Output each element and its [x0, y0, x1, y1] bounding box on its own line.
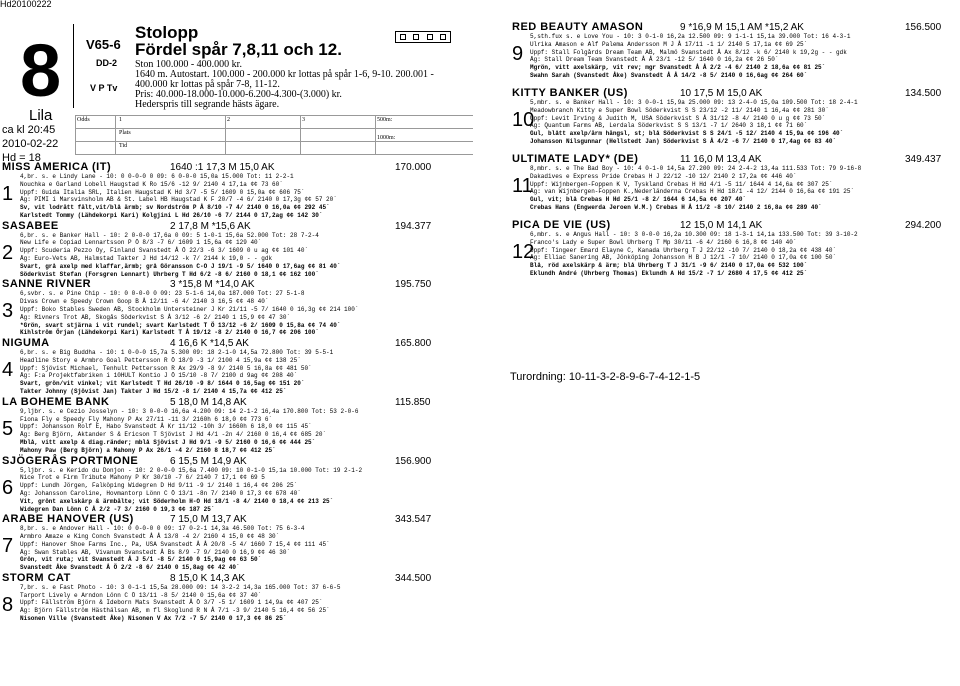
horse-line: 6,mbr. s. e Angus Hall - 10: 3 0-0-0 16,2a 10.300 09: 18 1-3-1 14,1a 133.500 Tot: 39 3-10-2	[530, 231, 858, 238]
horse-line: Äg: Swan Stables AB, Vivanum Svanstedt Å Bs 8/9 -7 9/ 2140 0 16,9 ¢¢ 46 30´	[20, 548, 291, 556]
vptv-label: V P Tv	[90, 83, 118, 93]
dd-label: DD-2	[96, 58, 118, 68]
horse-line: Uppf: Stall Folgårds Dream Team AB, Malmö Svanstedt Å Ax 8/12 -k 6/ 2140 k 19,2g - - gdk	[530, 48, 847, 56]
horse-line: Äg: Berg Björn, Aktander S & Ericson T Sjövist J Hd 4/1 -2n 4/ 2160 0 16,4 ¢¢ 685 20´	[20, 431, 327, 439]
info-line: Hederspris till segrande hästs ägare.	[135, 99, 280, 110]
horse-line: Swahn Sarah (Svanstedt Åke) Svanstedt Å Å 14/2 -8 5/ 2140 0 16,6ag ¢¢ 264 60´	[530, 72, 808, 79]
horse-line: Söderkvist Stefan (Forsgren Lennart) Uhrberg T Hd 6/2 -8 6/ 2160 0 18,1 ¢¢ 162 100´	[20, 270, 319, 278]
horse-earnings: 156.500	[905, 22, 942, 33]
horse-line: Vit, grönt axelskärp & ärmbälte; vit Söderholm H-O Hd 18/1 -8 4/ 2140 0 18,4 ¢¢ 213 25´	[20, 497, 334, 505]
horse-name: MISS AMERICA (IT)	[2, 161, 112, 173]
horse-line: Divas Crown e Speedy Crown Goop B Å 12/11 -6 4/ 2140 3 16,5 ¢¢ 48 40´	[20, 298, 269, 306]
horse-line: Svanstedt Åke Svanstedt Å Ö 2/2 -8 6/ 2140 0 15,8ag ¢¢ 42 40´	[20, 564, 240, 572]
horse-name: SASABEE	[2, 219, 59, 232]
horse-name: ULTIMATE LADY* (DE)	[512, 153, 639, 165]
info-line: 1640 m. Autostart. 100.000 - 200.000 kr lottas på spår 1-6, 9-10. 200.001 -	[135, 69, 434, 80]
horse-line: Nice Trot e Firm Tribute Mahony P Kr 30/10 -7 6/ 2140 7 17,1 ¢¢ 69 5	[20, 474, 265, 482]
horse-line: Uppf: Tingeer Emard Elayne C, Kanada Uhrberg T J 22/12 -10 7/ 2140 0 18,2a ¢¢ 438 40´	[530, 246, 837, 254]
horse-line: Äg: Johansson Caroline, Hovmantorp Lönn C Ö 13/1 -8n 7/ 2140 0 17,3 ¢¢ 678 40´	[20, 489, 301, 497]
horse-line: 6,svbr. s. e Pine Chip - 10: 0 0-0-0 0 09: 23 5-1-6 14,0a 187.000 Tot: 27 5-1-8	[20, 290, 305, 298]
horse-stats: 1640 :1 17,3 M 15,0 AK	[170, 162, 275, 173]
horse-line: Blå, röd axelskärp & ärm; blå Uhrberg T J 31/1 -9 6/ 2140 0 17,0a ¢¢ 532 100´	[530, 262, 808, 270]
horse-line: Uppf: Wijnbergen-Foppen K V, Tyskland Crebas H Hd 4/1 -5 11/ 1644 4 14,6a ¢¢ 307 25´	[530, 180, 833, 188]
horse-line: Gul, blått axelp/ärm hängsl, st; blå Söderkvist S S 24/1 -5 12/ 2140 4 15,9a ¢¢ 196 40´	[530, 130, 844, 138]
horse-name: SANNE RIVNER	[2, 278, 92, 291]
horse-line: Eklundh André (Uhrberg Thomas) Eklundh A Hd 15/2 -7 1/ 2680 4 17,5 ¢¢ 412 25´	[530, 270, 808, 277]
horse-line: Äg: van Wijnbergen-Foppen K.,Nederländerna Crebas H Hd 18/1 -4 12/ 2144 0 16,6a ¢¢ 191 25´	[530, 188, 855, 196]
horse-stats: 12 15,0 M 14,1 AK	[680, 220, 763, 231]
horse-line: Äg: Stall Dream Team Svanstedt Å Å 23/1 -12 5/ 1640 0 16,2a ¢¢ 26 50´	[530, 56, 779, 64]
horse-name: NIGUMA	[2, 337, 50, 350]
start-number: 11	[512, 175, 533, 197]
horse-stats: 4 16,6 K *14,5 AK	[170, 338, 249, 350]
horse-line: 8,br. s. e Andover Hall - 10: 0 0-0-0 0 09: 17 0-2-1 14,3a 46.500 Tot: 75 6-3-4	[20, 525, 305, 533]
info-line: Ston 100.000 - 400.000 kr.	[135, 59, 242, 70]
horse-line: Kihlström Örjan (Lähdekorpi Kari) Karlstedt T Å 19/12 -8 2/ 2140 0 16,7 ¢¢ 206 100´	[20, 329, 319, 337]
horse-line: Äg: PIMI i Marsvinsholm AB & St. Label HB Haugstad K F 20/7 -4 6/ 2140 0 17,3g ¢¢ 57 20´	[20, 196, 337, 204]
track-logo-icon	[395, 31, 451, 43]
horse-name: KITTY BANKER (US)	[512, 87, 628, 99]
horse-line: Äg: F:a Projektfabriken i 10HULT Kontio J Ö 15/10 -8 7/ 2100 d 9ag ¢¢ 208 40´	[20, 372, 298, 380]
horse-stats: 11 16,0 M 13,4 AK	[680, 154, 762, 165]
race-title: Stolopp	[135, 23, 199, 42]
horse-line: Crebas Hans (Engwerda Jeroen W.M.) Crebas H Å 11/2 -8 10/ 2140 2 16,8a ¢¢ 289 40´	[530, 204, 822, 211]
horse-line: Mgrön, vitt axelskärp, vit rev; mgr Svanstedt Å Å 2/2 -4 6/ 2140 2 18,6a ¢¢ 81 25´	[530, 64, 826, 72]
horse-name: STORM CAT	[2, 571, 71, 584]
horse-earnings: 194.377	[395, 220, 432, 232]
horse-line: Uppf: Guida Italia SRL, Italien Haugstad K Hd 3/7 -5 5/ 1609 0 15,0a ¢¢ 606 75´	[20, 188, 305, 196]
horse-line: Dakadives e Express Pride Crebas H J 22/12 -10 12/ 2140 2 17,2a ¢¢ 446 40´	[530, 172, 797, 180]
horse-name: ARABE HANOVER (US)	[2, 513, 134, 526]
race-subtitle: Fördel spår 7,8,11 och 12.	[135, 40, 342, 59]
horse-earnings: 195.750	[395, 279, 432, 291]
horse-line: Sv, vit lodrätt fält,vit/blå ärmb; sv Nordström P Å 8/10 -7 4/ 2140 0 16,0a ¢¢ 292 45´	[20, 204, 330, 212]
race-number: 8	[20, 29, 62, 112]
horse-earnings: 134.500	[905, 88, 942, 99]
start-number: 3	[2, 300, 14, 323]
horse-earnings: 165.800	[395, 338, 432, 350]
horse-line: Äg: Rivners Trot AB, Skogås Söderkvist S Å 3/12 -6 2/ 2140 1 15,9 ¢¢ 47 30´	[20, 313, 291, 321]
horse-stats: 5 18,0 M 14,8 AK	[170, 396, 247, 408]
game-type: V65-6	[86, 37, 121, 52]
start-number: 2	[2, 241, 14, 264]
horse-line: Uppf: Lundh Jörgen, Falköping Widegren D Hd 9/11 -9 1/ 2140 1 16,4 ¢¢ 206 25´	[20, 482, 298, 490]
horse-line: Meadowbranch Kitty e Super Bowl Söderkvist S S 23/12 -2 11/ 2140 1 16,4a ¢¢ 281 30´	[530, 106, 829, 114]
horse-line: Ulrika Amason e Alf Palema Andersson M J Å 17/11 -1 1/ 2140 5 17,1a ¢¢ 69 25´	[530, 40, 808, 48]
horse-line: Uppf: Boko Stables Sweden AB, Stockholm Untersteiner J Kr 21/11 -5 7/ 1640 0 16,3g ¢¢ 214 100´	[20, 305, 359, 313]
horse-line: Äg: Euro-Vets AB, Halmstad Takter J Hd 14/12 -k 7/ 2144 k 19,0 - - gdk	[20, 255, 273, 263]
horse-line: Svart, grön/vit vinkel; vit Karlstedt T Hd 26/10 -9 8/ 1644 0 16,5ag ¢¢ 151 20´	[20, 380, 305, 388]
horse-name: PICA DE VIE (US)	[512, 219, 611, 231]
horse-line: Svart, grå axelp med klaffar,ärmb; grå Göransson C-O J 19/1 -9 5/ 1640 0 17,6ag ¢¢ 81 40´	[20, 262, 341, 270]
info-line: Pris: 40.000-18.000-10.000-6.200-4.300-(3.000) kr.	[135, 89, 342, 100]
horse-line: Äg: Elliac Sanering AB, Jönköping Johansson H B J 12/1 -7 10/ 2140 0 17,0a ¢¢ 100 50´	[530, 254, 837, 262]
info-line: 400.000 kr lottas på spår 7-8, 11-12.	[135, 79, 280, 90]
horse-earnings: 343.547	[395, 514, 432, 526]
horse-line: Tarport Lively e Arndon Lönn C Ö 13/11 -8 5/ 2140 0 15,6a ¢¢ 37 40´	[20, 591, 262, 599]
horse-line: Uppf: Scuderia Pezzo Oy, Finland Svanstedt Å Ö 22/3 -6 3/ 1609 0 u ag ¢¢ 101 40´	[20, 247, 309, 255]
horse-name: RED BEAUTY AMASON	[512, 21, 644, 33]
race-color: Lila	[29, 107, 53, 124]
horse-line: Uppf: Levit Irving & Judith M, USA Söderkvist S Å 31/12 -8 4/ 2140 0 u g ¢¢ 73 50´	[530, 114, 826, 122]
horse-line: 5,sth.fux s. e Love You - 10: 3 0-1-0 16,2a 12.500 09: 9 1-1-1 15,1a 39.000 Tot: 16 4-3-1	[530, 33, 851, 40]
horse-earnings: 294.200	[905, 220, 942, 231]
horse-line: Karlstedt Tommy (Lähdekorpi Kari) Kolgjini L Hd 26/10 -6 7/ 2144 0 17,2ag ¢¢ 142 30´	[20, 212, 323, 219]
horse-stats: 10 17,5 M 15,0 AK	[680, 88, 763, 99]
horse-name: LA BOHEME BANK	[2, 395, 110, 408]
horse-stats: 2 17,8 M *15,6 AK	[170, 220, 251, 232]
horse-line: 8,mbr. s. e The Bad Boy - 10: 4 0-1-0 14,5a 27.200 09: 24 2-4-2 13,4a 111.533 Tot: 79 9-16-8	[530, 165, 862, 172]
horse-line: 6,br. s. e Big Buddha - 10: 1 0-0-0 15,7a 5.300 09: 18 2-1-0 14,5a 72.800 Tot: 39 5-5-1	[20, 349, 334, 357]
horse-line: Mblå, vitt axelp & diag.ränder; mblå Sjövist J Hd 9/1 -9 5/ 2160 0 16,6 ¢¢ 444 25´	[20, 438, 316, 446]
horse-line: *Grön, svart stjärna i vit rundel; svart Karlstedt T Ö 13/12 -6 2/ 1609 0 15,8a ¢¢ 74 40´	[20, 321, 341, 329]
horse-line: Fiona Fly e Speedy Fly Mahony P Ax 27/11 -11 3/ 2160h 6 18,0 ¢¢ 773 6´	[20, 415, 273, 423]
horse-line: New Life e Copiad Lennartsson P Ö 8/3 -7 6/ 1609 1 15,6a ¢¢ 129 40´	[20, 239, 262, 247]
horse-line: Grön, vit ruta; vit Svanstedt Å J 5/1 -8 5/ 2140 0 15,9ag ¢¢ 63 50´	[20, 556, 262, 564]
horse-earnings: 156.900	[395, 455, 432, 467]
horse-line: Nouchka e Garland Lobell Haugstad K Ro 15/6 -12 9/ 2140 4 17,1a ¢¢ 73 60´	[20, 180, 283, 188]
horse-line: 5,mbr. s. e Banker Hall - 10: 3 0-0-1 15,9a 25.000 09: 13 2-4-0 15,0a 109.500 Tot: 18 2-4-1	[530, 99, 858, 106]
start-order: Turordning: 10-11-3-2-8-9-6-7-4-12-1-5	[510, 371, 701, 383]
start-number: 9	[512, 43, 524, 65]
horse-line: Gul, vit; blå Crebas H Hd 25/1 -8 2/ 1644 6 14,5a ¢¢ 207 40´	[530, 196, 747, 204]
horse-line: Uppf: Fällström Björn & Ideborn Mats Svanstedt Å Ö 3/7 -5 1/ 1609 1 14,9a ¢¢ 407 25´	[20, 599, 323, 607]
horse-stats: 7 15,0 M 13,7 AK	[170, 514, 247, 526]
horse-line: Uppf: Sjövist Michael, Tenhult Pettersson R Ax 29/9 -8 9/ 2140 5 16,8a ¢¢ 481 50´	[20, 364, 312, 372]
start-number: 10	[512, 109, 535, 131]
horse-line: 5,ljbr. s. e Kerido du Donjon - 10: 2 0-0-0 15,6a 7.400 09: 10 0-1-0 15,1a 10.000 Tot: 19 2-1-2	[20, 466, 363, 474]
horse-stats: 6 15,5 M 14,9 AK	[170, 455, 247, 467]
horse-line: Nisonen Ville (Svanstedt Åke) Nisonen V Ax 7/2 -7 5/ 2140 0 17,3 ¢¢ 86 25´	[20, 615, 287, 623]
horse-stats: 9 *16,9 M 15,1 AM *15,2 AK	[680, 22, 804, 33]
horse-line: 7,br. s. e Fast Photo - 10: 3 0-1-1 15,5a 28.000 09: 14 3-2-2 14,3a 165.000 Tot: 37 6-6-5	[20, 583, 341, 591]
horse-line: Uppf: Johansson Rolf E, Habo Svanstedt Å Kr 11/12 -10h 3/ 1660h 6 18,0 ¢¢ 115 45´	[20, 423, 312, 431]
horse-line: Franco's Lady e Super Bowl Uhrberg T Mp 30/11 -6 4/ 2160 6 16,8 ¢¢ 140 40´	[530, 238, 797, 246]
horse-line: Takter Johnny (Sjövist Jan) Takter J Hd 15/2 -8 1/ 2140 4 15,7a ¢¢ 412 25´	[20, 388, 287, 396]
start-number: 1	[2, 183, 14, 205]
horse-stats: 3 *15,8 M *14,0 AK	[170, 279, 255, 291]
horse-line: 9,ljbr. s. e Cezio Josselyn - 10: 3 0-0-0 16,6a 4.200 09: 14 2-1-2 16,4a 170.800 Tot: 53 2-0-6	[20, 407, 359, 415]
horse-earnings: 344.500	[395, 572, 432, 584]
start-number: 5	[2, 417, 14, 440]
horse-name: SJÖGERÅS PORTMONE	[2, 454, 139, 467]
race-side-info: ca kl 20:45 2010-02-22 Hd = 18	[2, 124, 59, 164]
horse-line: 4,br. s. e Lindy Lane - 10: 0 0-0-0 0 09: 6 0-0-0 15,0a 15.000 Tot: 11 2-2-1	[20, 173, 294, 180]
start-number: 8	[2, 593, 14, 616]
start-number: 7	[2, 535, 14, 558]
horse-line: Johansson Nilsgunnar (Hellstedt Jan) Söderkvist S Å 4/2 -6 7/ 2140 0 17,4ag ¢¢ 83 40´	[530, 138, 837, 145]
odds-grid: Odds 1 2 3 Plats Tid 500m: 1000m:	[75, 115, 473, 155]
horse-earnings: 115.850	[395, 396, 431, 408]
horse-line: Widegren Dan Lönn C Å 2/2 -7 3/ 2160 0 19,3 ¢¢ 187 25´	[20, 505, 215, 513]
start-number: 4	[2, 359, 14, 382]
start-number: 6	[2, 476, 14, 499]
horse-line: 6,br. s. e Banker Hall - 10: 2 0-0-0 17,6a 0 09: 5 1-0-1 15,6a 52.000 Tot: 28 7-2-4	[20, 231, 319, 239]
horse-line: Armbro Amaze e King Conch Svanstedt Å Å 13/8 -4 2/ 2160 4 15,0 ¢¢ 48 30´	[20, 532, 280, 540]
start-number: 12	[512, 241, 535, 263]
horse-line: Mahony Paw (Berg Björn) a Mahony P Ax 26/1 -4 2/ 2160 8 18,7 ¢¢ 412 25´	[20, 446, 276, 454]
horse-line: Uppf: Hanover Shoe Farms Inc., Pa, USA Svanstedt Å Å 20/8 -5 4/ 1660 7 15,4 ¢¢ 111 45´	[20, 540, 330, 548]
horse-line: Äg: Quantum Farms AB, Lerdala Söderkvist S S 13/1 -7 1/ 2640 3 18,1 ¢¢ 71 60´	[530, 122, 808, 130]
horse-line: Headline Story e Armbro Goal Pettersson R Ö 18/9 -3 1/ 2100 4 15,9a ¢¢ 138 25´	[20, 356, 301, 364]
horse-earnings: 349.437	[905, 154, 942, 165]
horse-stats: 8 15,0 K 14,3 AK	[170, 572, 246, 584]
game-type-box	[73, 24, 123, 108]
horse-line: Äg: Björn Fällström Hästhälsan AB, m fl Skoglund R N Å 7/1 -3 9/ 2140 5 16,4 ¢¢ 56 25´	[20, 607, 330, 615]
page-header: Hd20100222	[0, 0, 52, 9]
race-number-box	[8, 24, 71, 124]
horse-earnings: 170.000	[395, 162, 432, 173]
